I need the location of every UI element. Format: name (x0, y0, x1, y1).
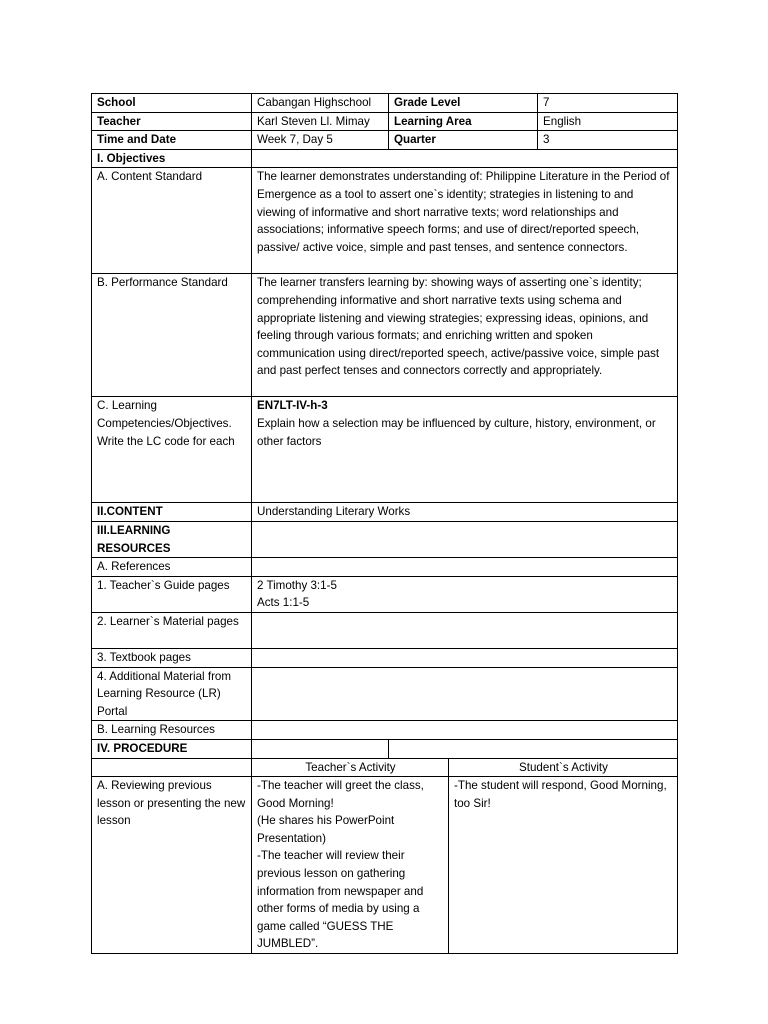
table-row (92, 131, 678, 150)
learning-area-label: Learning Area (389, 112, 538, 131)
empty-cell (252, 612, 678, 648)
learners-material-label: 2. Learner`s Material pages (92, 612, 252, 648)
learning-resources-heading: III.LEARNING RESOURCES (92, 521, 252, 557)
table-row (92, 667, 678, 721)
objectives-heading: I. Objectives (92, 149, 252, 168)
content-heading: II.CONTENT (92, 503, 252, 522)
table-row (92, 149, 678, 168)
quarter-value: 3 (538, 131, 678, 150)
teachers-guide-label: 1. Teacher`s Guide pages (92, 576, 252, 612)
teacher-activity-line: (He shares his PowerPoint Presentation) (257, 814, 395, 845)
empty-cell (252, 558, 678, 577)
empty-cell (92, 758, 252, 777)
grade-level-label: Grade Level (389, 94, 538, 113)
empty-cell (252, 739, 389, 758)
teachers-guide-line: 2 Timothy 3:1-5 (257, 578, 337, 592)
empty-cell (252, 667, 678, 721)
lc-code: EN7LT-IV-h-3 (257, 399, 328, 413)
table-row (92, 168, 678, 274)
performance-standard-text: The learner transfers learning by: showing ways of asserting one`s identity; comprehending informative and short narrative texts using schema and appropriate listening and viewing strategies; expressing ideas, opinions, and feeling through various formats; and enriching written and spoken communication using direct/reported speech, active/passive voice, simple past and past perfect tenses and connectors correctly and appropriately. (252, 274, 678, 397)
teacher-label: Teacher (92, 112, 252, 131)
student-activity-text: -The student will respond, Good Morning, too Sir! (449, 777, 678, 954)
teachers-guide-cell (252, 576, 678, 612)
table-row (92, 758, 678, 777)
student-activity-header: Student`s Activity (449, 758, 678, 777)
empty-cell (252, 149, 678, 168)
empty-cell (252, 521, 678, 557)
empty-cell (252, 648, 678, 667)
teachers-guide-line: Acts 1:1-5 (257, 596, 310, 610)
teacher-value: Karl Steven Ll. Mimay (252, 112, 389, 131)
content-standard-label: A. Content Standard (92, 168, 252, 274)
review-lesson-label: A. Reviewing previous lesson or presenting the new lesson (92, 777, 252, 954)
table-row (92, 558, 678, 577)
performance-standard-label: B. Performance Standard (92, 274, 252, 397)
empty-cell (252, 721, 678, 740)
table-row (92, 94, 678, 113)
table-row (92, 739, 678, 758)
table-row (92, 648, 678, 667)
competencies-label: C. Learning Competencies/Objectives. Write the LC code for each (92, 397, 252, 503)
additional-material-label: 4. Additional Material from Learning Resource (LR) Portal (92, 667, 252, 721)
content-standard-text: The learner demonstrates understanding of: Philippine Literature in the Period of Emergence as a tool to assert one`s identity; strategies in listening to and viewing of informative and short narrative texts; word relationships and associations; informative speech forms; and use of direct/reported speech, passive/ active voice, simple and past tenses, and sentence connectors. (252, 168, 678, 274)
table-row (92, 521, 678, 557)
school-value: Cabangan Highschool (252, 94, 389, 113)
teacher-activity-header: Teacher`s Activity (252, 758, 449, 777)
time-date-value: Week 7, Day 5 (252, 131, 389, 150)
textbook-label: 3. Textbook pages (92, 648, 252, 667)
table-row (92, 397, 678, 503)
table-row (92, 112, 678, 131)
content-value: Understanding Literary Works (252, 503, 678, 522)
table-row (92, 274, 678, 397)
empty-cell (389, 739, 678, 758)
lesson-plan-table (91, 93, 678, 954)
teacher-activity-line: -The teacher will greet the class, Good Morning! (257, 779, 424, 810)
school-label: School (92, 94, 252, 113)
quarter-label: Quarter (389, 131, 538, 150)
grade-level-value: 7 (538, 94, 678, 113)
table-row (92, 612, 678, 648)
learning-resources-b-label: B. Learning Resources (92, 721, 252, 740)
table-row (92, 777, 678, 954)
table-row (92, 503, 678, 522)
teacher-activity-line: -The teacher will review their previous lesson on gathering information from newspaper and other forms of media by using a game called “GUESS THE JUMBLED”. (257, 849, 424, 951)
learning-area-value: English (538, 112, 678, 131)
competencies-text: Explain how a selection may be influenced by culture, history, environment, or other factors (257, 416, 656, 448)
references-label: A. References (92, 558, 252, 577)
table-row (92, 721, 678, 740)
time-date-label: Time and Date (92, 131, 252, 150)
competencies-cell (252, 397, 678, 503)
table-row (92, 576, 678, 612)
teacher-activity-cell (252, 777, 449, 954)
procedure-heading: IV. PROCEDURE (92, 739, 252, 758)
